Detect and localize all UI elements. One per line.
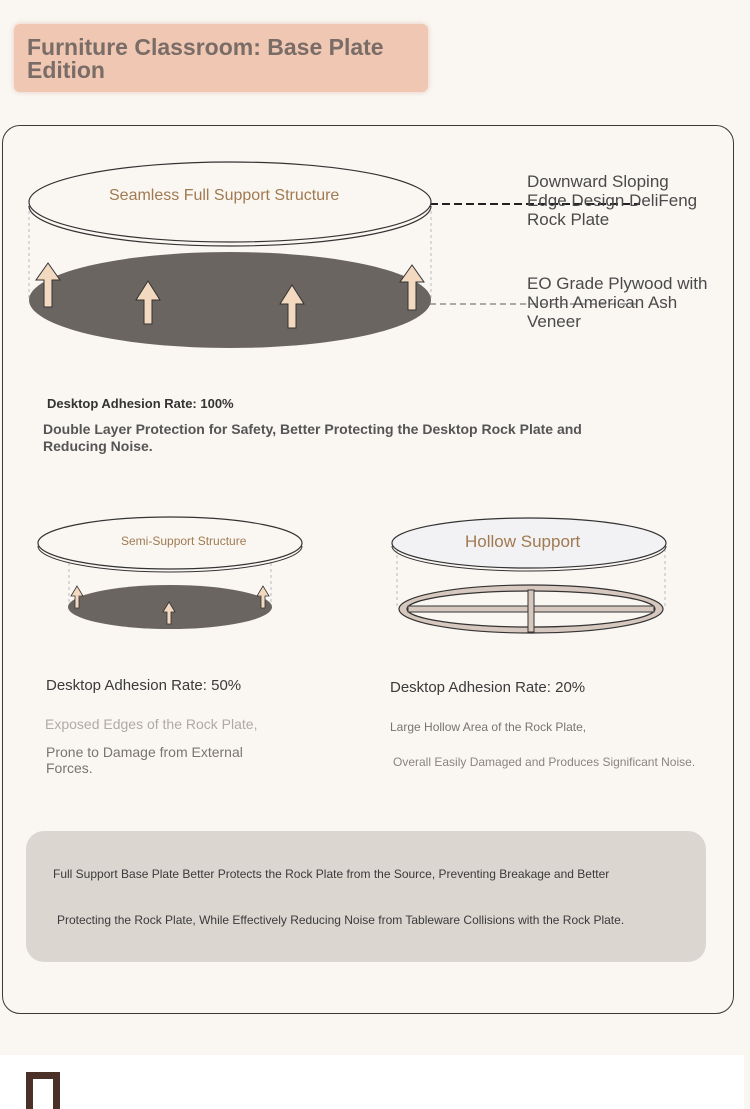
edge-design-label: Downward Sloping Edge Design DeliFeng Rock Plate [527, 172, 698, 229]
hollow-adhesion-rate: Desktop Adhesion Rate: 20% [390, 679, 586, 696]
page-title: Furniture Classroom: Base Plate Edition [27, 34, 384, 83]
hollow-support-label: Hollow Support [465, 532, 581, 551]
brand-logo-icon [24, 1070, 62, 1109]
full-support-structure-label: Seamless Full Support Structure [109, 187, 340, 204]
semi-support-label: Semi-Support Structure [121, 534, 247, 548]
hollow-description-line1: Large Hollow Area of the Rock Plate, [390, 720, 587, 734]
summary-line1: Full Support Base Plate Better Protects the Rock Plate from the Source, Preventing Breakage and Better [53, 867, 610, 881]
board-material-label: EO Grade Plywood with North American Ash Veneer [527, 274, 708, 331]
semi-support-diagram [36, 512, 310, 634]
semi-description-line1: Exposed Edges of the Rock Plate, [45, 716, 258, 732]
footer-bar [0, 1055, 744, 1109]
summary-line2: Protecting the Rock Plate, While Effectively Reducing Noise from Tableware Collisions with the Rock Plate. [57, 913, 625, 927]
full-support-description: Double Layer Protection for Safety, Better Protecting the Desktop Rock Plate and Reducing Noise. [43, 421, 582, 454]
semi-adhesion-rate: Desktop Adhesion Rate: 50% [46, 677, 242, 694]
full-adhesion-rate: Desktop Adhesion Rate: 100% [47, 396, 234, 411]
semi-description-line2: Prone to Damage from External Forces. [46, 744, 243, 776]
summary-box [26, 831, 706, 962]
hollow-description-line2: Overall Easily Damaged and Produces Significant Noise. [393, 755, 696, 769]
base-plate-dark [29, 252, 431, 348]
